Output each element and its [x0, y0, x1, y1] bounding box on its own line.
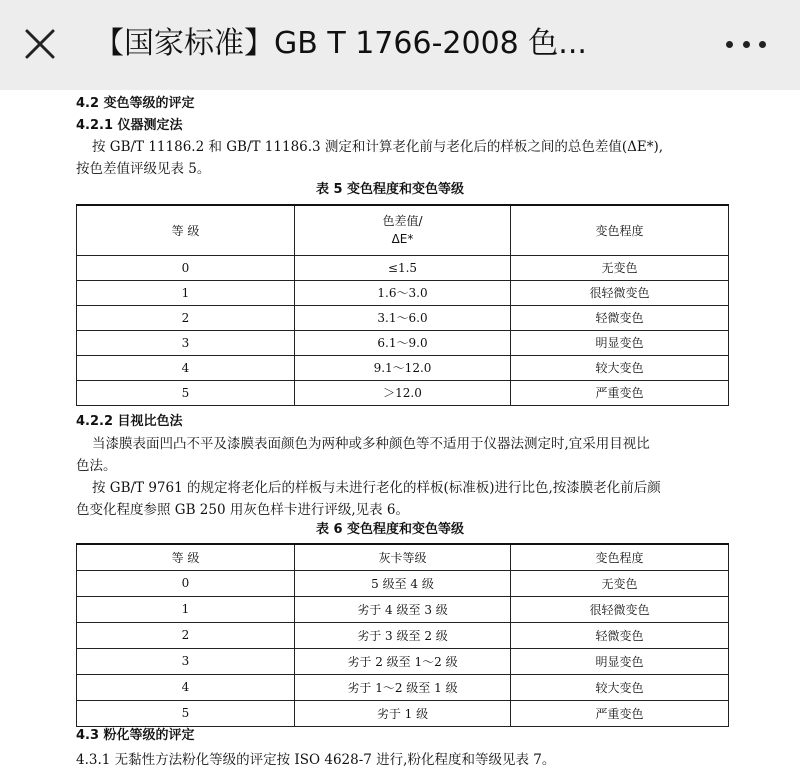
- page-title: 【国家标准】GB T 1766-2008 色...: [94, 26, 587, 61]
- table-row: [77, 700, 729, 726]
- table-cell: 明显变色: [511, 330, 729, 355]
- table-row: [77, 355, 729, 380]
- table-header-cell: 变色程度: [511, 205, 729, 255]
- table-cell: 劣于 4 级至 3 级: [295, 596, 511, 622]
- table-6: [76, 543, 729, 727]
- paragraph-line: 当漆膜表面凹凸不平及漆膜表面颜色为两种或多种颜色等不适用于仪器法测定时,宜采用目视比: [92, 436, 650, 452]
- table-cell: 6.1～9.0: [295, 330, 511, 355]
- table-cell: 0: [77, 255, 295, 280]
- table-cell: 轻微变色: [511, 622, 729, 648]
- table-caption: 表 6 变色程度和变色等级: [315, 522, 465, 537]
- table-cell: 劣于 1～2 级至 1 级: [295, 674, 511, 700]
- table-cell: 严重变色: [511, 700, 729, 726]
- table-cell: 1: [77, 280, 295, 305]
- table-cell: 较大变色: [511, 674, 729, 700]
- table-cell: 3: [77, 330, 295, 355]
- table-cell: 轻微变色: [511, 305, 729, 330]
- table-cell: 3.1～6.0: [295, 305, 511, 330]
- table-row: [77, 305, 729, 330]
- table-cell: 5 级至 4 级: [295, 570, 511, 596]
- table-cell: 明显变色: [511, 648, 729, 674]
- more-dot-icon: [743, 41, 750, 48]
- top-bar: [0, 0, 800, 90]
- table-cell: 3: [77, 648, 295, 674]
- table-header-cell: 灰卡等级: [295, 544, 511, 570]
- table-cell: 5: [77, 700, 295, 726]
- table-header-cell: 等 级: [77, 544, 295, 570]
- more-dot-icon: [759, 41, 766, 48]
- paragraph-line: 按色差值评级见表 5。: [76, 161, 211, 177]
- table-row: [77, 570, 729, 596]
- table-cell: 劣于 3 级至 2 级: [295, 622, 511, 648]
- close-icon: [22, 26, 58, 62]
- table-5: [76, 204, 729, 406]
- table-cell: 无变色: [511, 255, 729, 280]
- table-cell: 1: [77, 596, 295, 622]
- table-cell: 严重变色: [511, 380, 729, 405]
- table-row: [77, 280, 729, 305]
- section-heading: 4.3 粉化等级的评定: [76, 728, 195, 743]
- table-row: [77, 674, 729, 700]
- paragraph-line: 按 GB/T 9761 的规定将老化后的样板与未进行老化的样板(标准板)进行比色,按漆膜老化前后颜: [92, 480, 661, 496]
- table-cell: 2: [77, 622, 295, 648]
- table-cell: 2: [77, 305, 295, 330]
- close-button[interactable]: [22, 26, 58, 62]
- table-cell: 9.1～12.0: [295, 355, 511, 380]
- table-cell: 较大变色: [511, 355, 729, 380]
- table-row: [77, 622, 729, 648]
- table-row: [77, 596, 729, 622]
- table-header-cell: [295, 205, 511, 255]
- table-header-row: [77, 544, 729, 570]
- paragraph-line: 4.3.1 无黏性方法粉化等级的评定按 ISO 4628-7 进行,粉化程度和等级见表 7。: [76, 752, 556, 768]
- table-cell: 0: [77, 570, 295, 596]
- table-row: [77, 330, 729, 355]
- table-row: [77, 648, 729, 674]
- header-line: 色差值/: [382, 214, 423, 229]
- table-row: [77, 380, 729, 405]
- table-cell: 很轻微变色: [511, 280, 729, 305]
- paragraph-line: 色变化程度参照 GB 250 用灰色样卡进行评级,见表 6。: [76, 502, 410, 518]
- document-page[interactable]: [0, 90, 800, 768]
- section-heading: 4.2 变色等级的评定: [76, 96, 195, 111]
- table-cell: 4: [77, 674, 295, 700]
- table-cell: ＞12.0: [295, 380, 511, 405]
- more-options-button[interactable]: [726, 36, 766, 52]
- table-caption: 表 5 变色程度和变色等级: [315, 182, 465, 197]
- table-cell: 4: [77, 355, 295, 380]
- table-cell: 劣于 2 级至 1～2 级: [295, 648, 511, 674]
- section-heading: 4.2.1 仪器测定法: [76, 118, 183, 133]
- header-line: ΔE*: [391, 232, 414, 247]
- table-cell: 1.6～3.0: [295, 280, 511, 305]
- section-heading: 4.2.2 目视比色法: [76, 414, 183, 429]
- table-cell: 劣于 1 级: [295, 700, 511, 726]
- more-dot-icon: [726, 41, 733, 48]
- table-cell: 很轻微变色: [511, 596, 729, 622]
- table-cell: ≤1.5: [295, 255, 511, 280]
- table-header-cell: 等 级: [77, 205, 295, 255]
- table-header-row: [77, 205, 729, 255]
- table-cell: 无变色: [511, 570, 729, 596]
- paragraph-line: 色法。: [76, 458, 117, 474]
- paragraph-line: 按 GB/T 11186.2 和 GB/T 11186.3 测定和计算老化前与老化后的样板之间的总色差值(ΔE*),: [92, 139, 664, 155]
- table-row: [77, 255, 729, 280]
- table-cell: 5: [77, 380, 295, 405]
- table-header-cell: 变色程度: [511, 544, 729, 570]
